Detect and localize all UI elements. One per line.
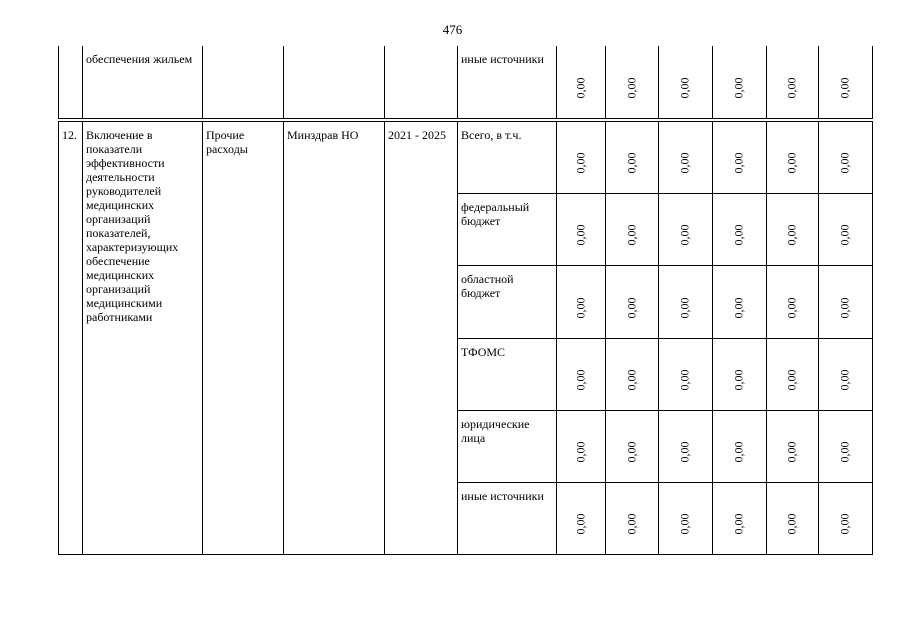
source-value: 0,00 bbox=[624, 224, 638, 246]
prev-row-value: 0,00 bbox=[677, 77, 692, 99]
table-border bbox=[58, 121, 872, 122]
source-value: 0,00 bbox=[624, 152, 638, 174]
source-value: 0,00 bbox=[731, 152, 746, 174]
source-value: 0,00 bbox=[784, 224, 799, 246]
source-value: 0,00 bbox=[731, 224, 746, 246]
source-value: 0,00 bbox=[624, 441, 638, 463]
table-border bbox=[457, 265, 872, 266]
row-period: 2021 - 2025 bbox=[388, 128, 446, 142]
source-value: 0,00 bbox=[784, 297, 799, 318]
source-value: 0,00 bbox=[837, 441, 852, 463]
table-border bbox=[457, 338, 872, 339]
prev-row-value: 0,00 bbox=[624, 77, 638, 99]
table-border bbox=[457, 410, 872, 411]
table-border bbox=[283, 46, 284, 119]
source-value: 0,00 bbox=[573, 513, 587, 535]
source-value: 0,00 bbox=[731, 369, 746, 391]
source-value: 0,00 bbox=[784, 441, 799, 463]
source-value: 0,00 bbox=[677, 152, 692, 174]
source-value: 0,00 bbox=[573, 297, 587, 318]
table-border bbox=[872, 121, 873, 555]
source-value: 0,00 bbox=[784, 513, 799, 535]
table-border bbox=[457, 193, 872, 194]
source-value: 0,00 bbox=[677, 369, 692, 391]
source-label: юридические лица bbox=[461, 416, 530, 445]
table-border bbox=[384, 46, 385, 119]
source-value: 0,00 bbox=[784, 152, 799, 174]
row-executor: Минздрав НО bbox=[287, 128, 359, 142]
table-border bbox=[818, 121, 819, 555]
source-value: 0,00 bbox=[731, 441, 746, 463]
source-value: 0,00 bbox=[677, 441, 692, 463]
table-border bbox=[58, 46, 59, 119]
table-border bbox=[283, 121, 284, 555]
source-value: 0,00 bbox=[677, 224, 692, 246]
table-border bbox=[202, 46, 203, 119]
prev-row-description: обеспечения жильем bbox=[86, 52, 193, 66]
source-value: 0,00 bbox=[624, 513, 638, 535]
table-border bbox=[384, 121, 385, 555]
table-border bbox=[457, 482, 872, 483]
table-border bbox=[658, 46, 659, 119]
source-label: областной бюджет bbox=[461, 272, 514, 301]
source-value: 0,00 bbox=[624, 297, 638, 318]
table-border bbox=[58, 118, 872, 119]
table-border bbox=[202, 121, 203, 555]
prev-row-source: иные источники bbox=[461, 52, 544, 66]
source-label: ТФОМС bbox=[461, 344, 506, 359]
source-value: 0,00 bbox=[731, 513, 746, 535]
row-number: 12. bbox=[62, 128, 77, 142]
table-border bbox=[556, 121, 557, 555]
source-value: 0,00 bbox=[573, 224, 587, 246]
source-label: Всего, в т.ч. bbox=[461, 128, 522, 142]
source-value: 0,00 bbox=[677, 297, 692, 318]
source-value: 0,00 bbox=[573, 441, 587, 463]
source-value: 0,00 bbox=[573, 369, 587, 391]
table-border bbox=[658, 121, 659, 555]
source-value: 0,00 bbox=[837, 369, 852, 391]
source-value: 0,00 bbox=[573, 152, 587, 174]
table-border bbox=[605, 46, 606, 119]
source-value: 0,00 bbox=[731, 297, 746, 318]
source-label: федеральный бюджет bbox=[461, 200, 530, 229]
table-border bbox=[712, 121, 713, 555]
source-label: иные источники bbox=[461, 489, 544, 503]
table-border bbox=[872, 46, 873, 119]
prev-row-value: 0,00 bbox=[731, 77, 746, 99]
table-border bbox=[712, 46, 713, 119]
prev-row-value: 0,00 bbox=[573, 77, 587, 99]
source-value: 0,00 bbox=[837, 297, 852, 318]
source-value: 0,00 bbox=[837, 513, 852, 535]
page-number: 476 bbox=[442, 22, 463, 37]
source-value: 0,00 bbox=[837, 224, 852, 246]
table-border bbox=[818, 46, 819, 119]
table-border bbox=[58, 554, 872, 555]
prev-row-value: 0,00 bbox=[784, 77, 799, 99]
table-border bbox=[556, 46, 557, 119]
source-value: 0,00 bbox=[837, 152, 852, 174]
row-description: Включение в показатели эффективности деятельности руководителей медицинских организаций показателей, характеризующих обеспечение медицинских организаций медицинскими работниками bbox=[86, 128, 179, 324]
row-expense-type: Прочие расходы bbox=[206, 128, 248, 156]
table-border bbox=[766, 46, 767, 119]
prev-row-value: 0,00 bbox=[837, 77, 852, 99]
table-border bbox=[766, 121, 767, 555]
table-border bbox=[605, 121, 606, 555]
source-value: 0,00 bbox=[624, 369, 638, 391]
source-value: 0,00 bbox=[784, 369, 799, 391]
table-border bbox=[58, 121, 59, 555]
source-value: 0,00 bbox=[677, 513, 692, 535]
